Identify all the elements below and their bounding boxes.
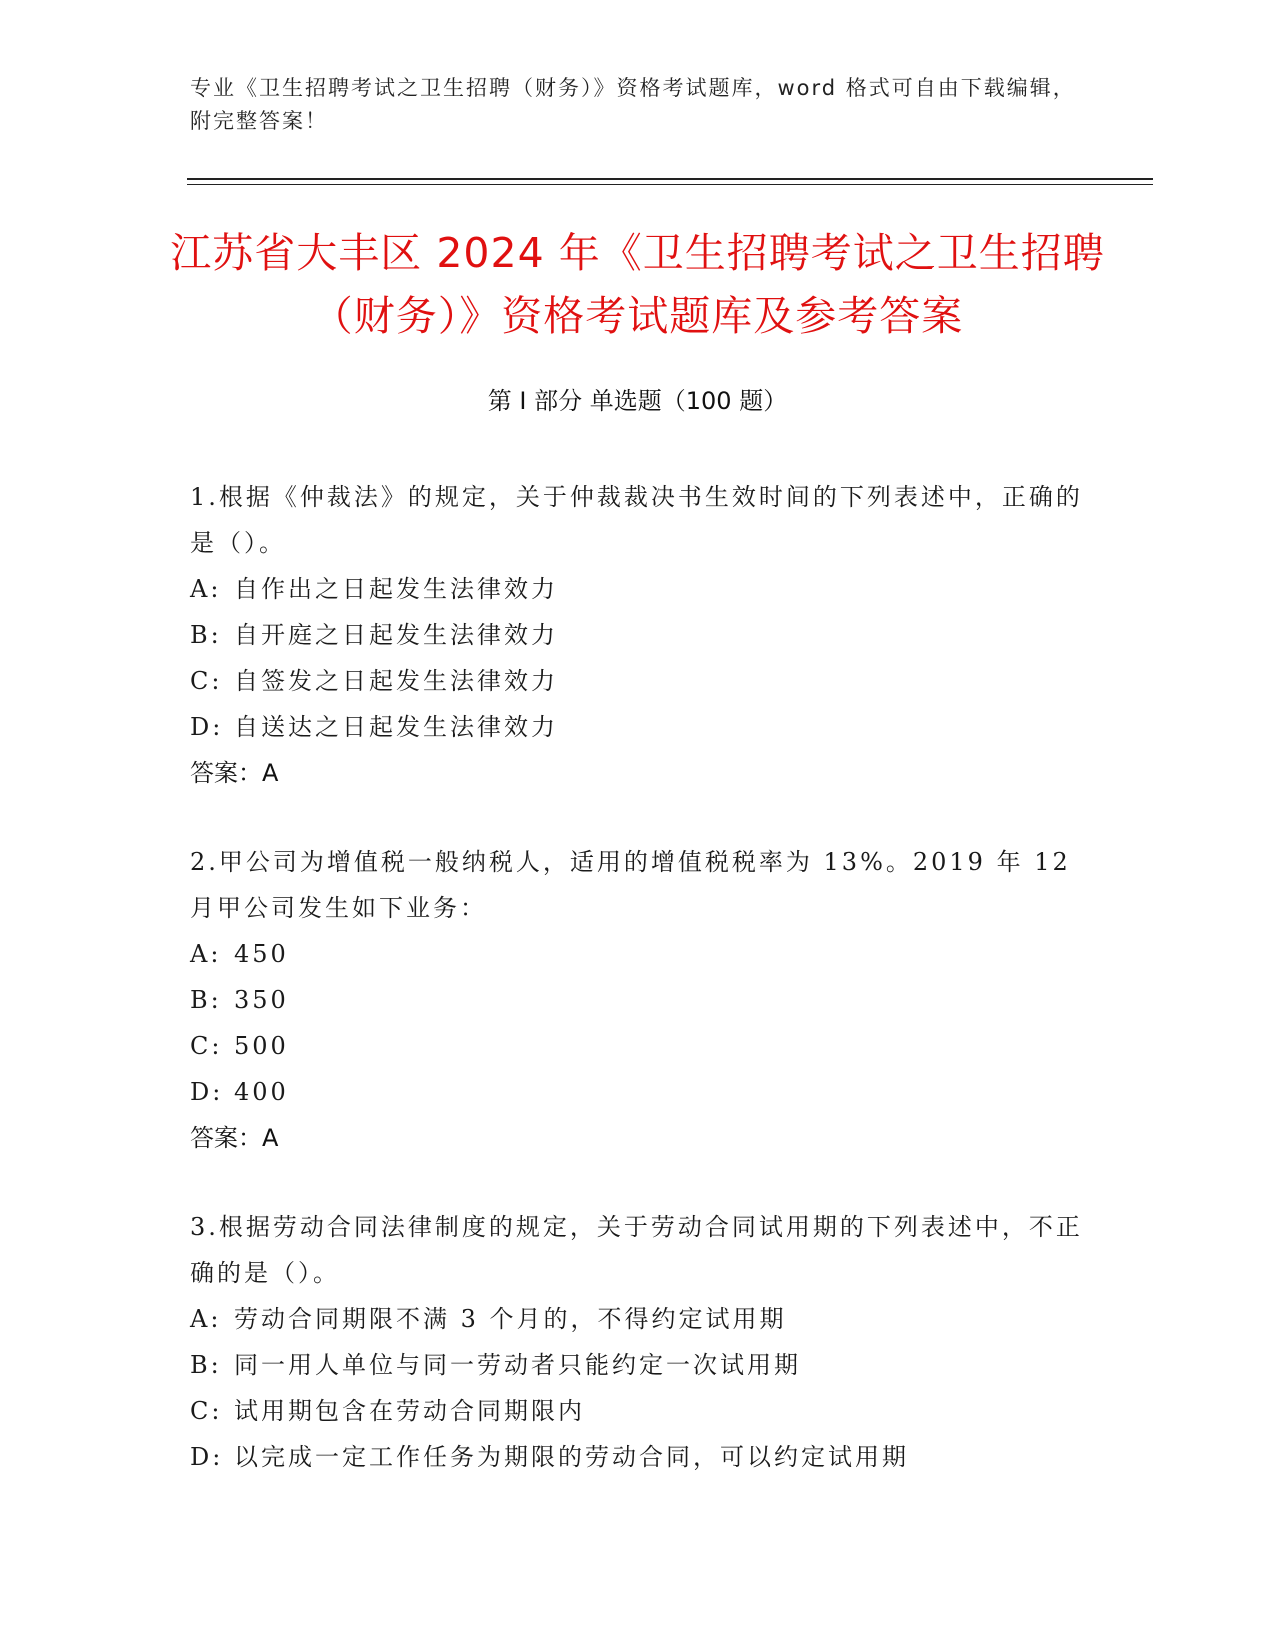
- option-b: [190, 977, 1090, 1023]
- option-letter: A:: [190, 940, 222, 968]
- option-list: [190, 1296, 1090, 1480]
- option-letter: D:: [190, 713, 224, 741]
- option-text: 自签发之日起发生法律效力: [234, 667, 558, 695]
- question-stem: 3.根据劳动合同法律制度的规定，关于劳动合同试用期的下列表述中，不正确的是（）。: [190, 1213, 1083, 1287]
- option-text: 350: [234, 986, 289, 1014]
- option-letter: D:: [190, 1443, 224, 1471]
- option-letter: B:: [190, 1351, 222, 1379]
- option-d: [190, 704, 1090, 750]
- option-letter: A:: [190, 575, 222, 603]
- option-letter: C:: [190, 1032, 223, 1060]
- document-title: 江苏省大丰区 2024 年《卫生招聘考试之卫生招聘（财务）》资格考试题库及参考答案: [170, 229, 1105, 340]
- option-c: [190, 1388, 1090, 1434]
- option-text: 自送达之日起发生法律效力: [234, 713, 558, 741]
- option-text: 450: [234, 940, 289, 968]
- option-b: [190, 612, 1090, 658]
- option-list: [190, 931, 1090, 1115]
- question-1: [190, 474, 1090, 796]
- question-2: [190, 839, 1090, 1161]
- option-list: [190, 566, 1090, 750]
- option-text: 以完成一定工作任务为期限的劳动合同，可以约定试用期: [234, 1443, 909, 1471]
- option-a: [190, 566, 1090, 612]
- question-3: [190, 1204, 1090, 1480]
- option-c: [190, 1023, 1090, 1069]
- header-rule-thin: [187, 184, 1153, 185]
- header-note: 专业《卫生招聘考试之卫生招聘（财务）》资格考试题库，word 格式可自由下载编辑，附完整答案！: [190, 76, 1076, 133]
- option-letter: C:: [190, 667, 223, 695]
- option-text: 自作出之日起发生法律效力: [234, 575, 558, 603]
- option-text: 试用期包含在劳动合同期限内: [234, 1397, 585, 1425]
- question-list: [190, 474, 1090, 1523]
- question-stem: 2.甲公司为增值税一般纳税人，适用的增值税税率为 13%。2019 年 12 月甲公司发生如下业务：: [190, 848, 1071, 922]
- section-title: 第 I 部分 单选题（100 题）: [487, 387, 788, 415]
- option-c: [190, 658, 1090, 704]
- question-stem: 1.根据《仲裁法》的规定，关于仲裁裁决书生效时间的下列表述中，正确的是（）。: [190, 483, 1083, 557]
- answer-line: 答案：A: [190, 759, 279, 787]
- option-text: 自开庭之日起发生法律效力: [234, 621, 558, 649]
- option-letter: B:: [190, 621, 222, 649]
- option-letter: A:: [190, 1305, 222, 1333]
- option-text: 劳动合同期限不满 3 个月的，不得约定试用期: [234, 1305, 787, 1333]
- option-a: [190, 1296, 1090, 1342]
- option-d: [190, 1069, 1090, 1115]
- option-letter: B:: [190, 986, 222, 1014]
- option-d: [190, 1434, 1090, 1480]
- option-b: [190, 1342, 1090, 1388]
- option-letter: D:: [190, 1078, 224, 1106]
- option-letter: C:: [190, 1397, 223, 1425]
- option-text: 400: [234, 1078, 289, 1106]
- option-a: [190, 931, 1090, 977]
- option-text: 同一用人单位与同一劳动者只能约定一次试用期: [234, 1351, 801, 1379]
- header-rule-thick: [187, 178, 1153, 180]
- option-text: 500: [234, 1032, 289, 1060]
- answer-line: 答案：A: [190, 1124, 279, 1152]
